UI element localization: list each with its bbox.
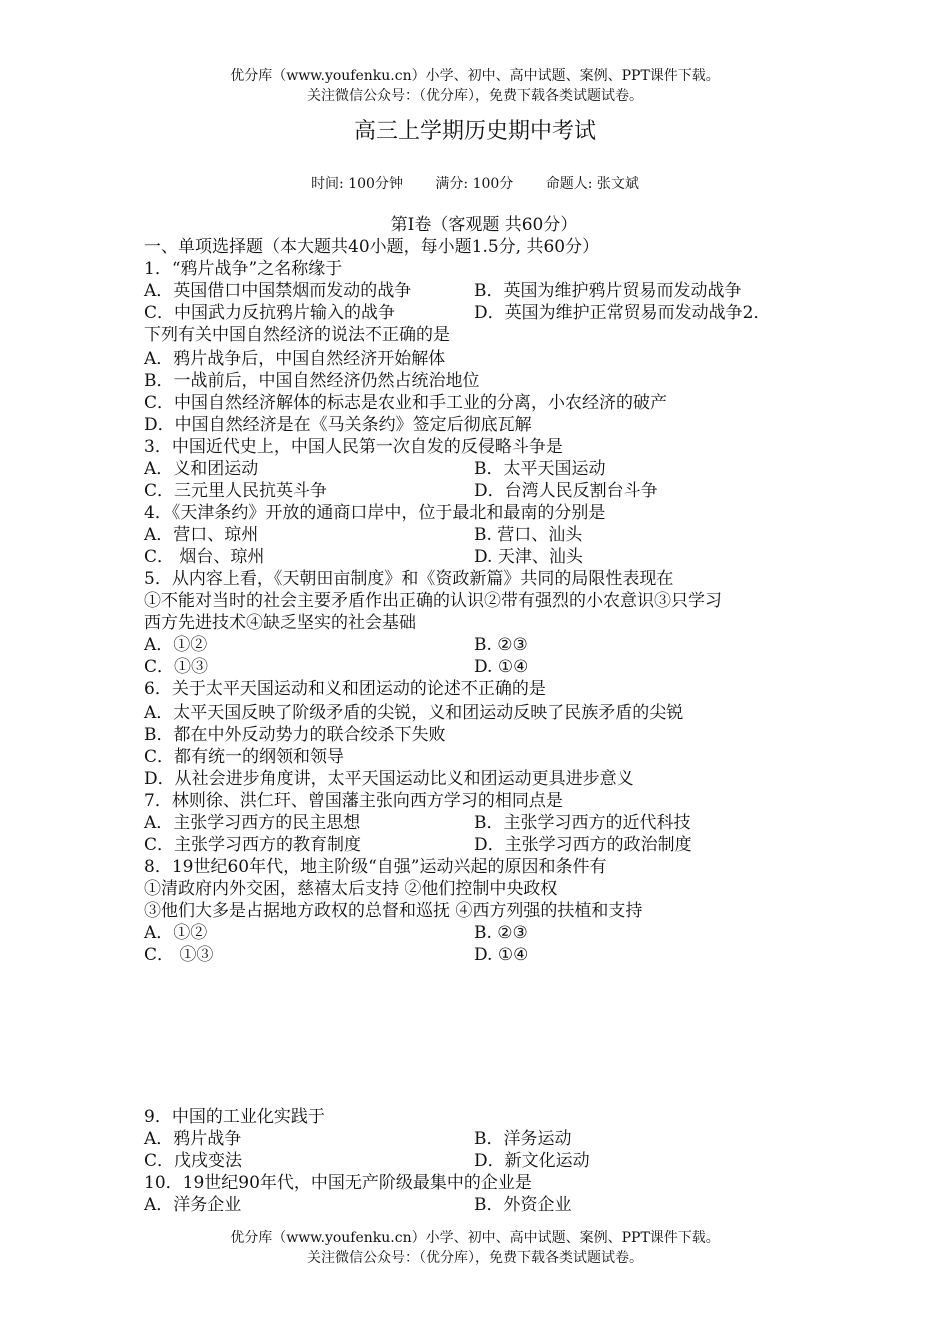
question-2-stem: 下列有关中国自然经济的说法不正确的是	[144, 325, 450, 345]
question-8-items-line-1: ①清政府内外交困，慈禧太后支持 ②他们控制中央政权	[144, 879, 558, 899]
question-4-options-cd	[144, 546, 824, 568]
option-a: A．①②	[144, 923, 208, 943]
questions-block-2	[144, 1106, 824, 1216]
exam-info	[0, 173, 950, 193]
footer-banner	[0, 1228, 950, 1268]
option-b: B. ②③	[474, 923, 528, 943]
question-5-stem: 5．从内容上看，《天朝田亩制度》和《资政新篇》共同的局限性表现在	[144, 569, 674, 589]
option-d: D．新文化运动	[474, 1151, 590, 1171]
option-b: B．太平天国运动	[474, 459, 606, 479]
option-a: A．鸦片战争	[144, 1129, 242, 1149]
question-3-options-cd	[144, 480, 824, 502]
option-c: C．主张学习西方的教育制度	[144, 835, 362, 855]
question-3-options-ab	[144, 458, 824, 480]
question-5-items-line-1: ①不能对当时的社会主要矛盾作出正确的认识②带有强烈的小农意识③只学习	[144, 591, 722, 611]
option-c: C．都有统一的纲领和领导	[144, 747, 345, 767]
option-a: A．义和团运动	[144, 459, 259, 479]
option-b: B．主张学习西方的近代科技	[474, 813, 691, 833]
question-5-items-line-2: 西方先进技术④缺乏坚实的社会基础	[144, 613, 416, 633]
option-b: B．外资企业	[474, 1195, 572, 1215]
option-c: C．戊戌变法	[144, 1151, 243, 1171]
option-a: A．鸦片战争后，中国自然经济开始解体	[144, 349, 446, 369]
question-8-options-ab	[144, 922, 824, 944]
option-b: B．一战前后，中国自然经济仍然占统治地位	[144, 371, 480, 391]
footer-line-2: 关注微信公众号：（优分库），免费下载各类试题试卷。	[307, 1250, 643, 1266]
option-a: A．洋务企业	[144, 1195, 242, 1215]
question-1-options-cd	[144, 302, 824, 324]
section-title: 第Ⅰ卷（客观题 共60分）	[390, 215, 578, 235]
header-line-2: 关注微信公众号：（优分库），免费下载各类试题试卷。	[307, 88, 643, 104]
question-9-options-cd	[144, 1150, 824, 1172]
question-8-stem: 8．19世纪60年代，地主阶级“自强”运动兴起的原因和条件有	[144, 857, 607, 877]
question-9-stem: 9．中国的工业化实践于	[144, 1107, 325, 1127]
question-7-stem: 7．林则徐、洪仁玕、曾国藩主张向西方学习的相同点是	[144, 791, 563, 811]
option-d: D．主张学习西方的政治制度	[474, 835, 692, 855]
option-d: D．英国为维护正常贸易而发动战争2．	[474, 303, 771, 323]
section-instruction: 一、单项选择题（本大题共40小题，每小题1.5分, 共60分）	[144, 237, 600, 257]
exam-author: 命题人: 张文斌	[545, 176, 639, 192]
footer-line-1: 优分库（www.youfenku.cn）小学、初中、高中试题、案例、PPT课件下载。	[230, 1230, 720, 1246]
exam-time: 时间: 100分钟	[311, 176, 403, 192]
question-10-stem: 10．19世纪90年代，中国无产阶级最集中的企业是	[144, 1173, 532, 1193]
question-7-options-cd	[144, 834, 824, 856]
question-8-items-line-2: ③他们大多是占据地方政权的总督和巡抚 ④西方列强的扶植和支持	[144, 901, 643, 921]
option-b: B. ②③	[474, 635, 528, 655]
exam-title: 高三上学期历史期中考试	[353, 119, 596, 144]
option-c: C．中国自然经济解体的标志是农业和手工业的分离，小农经济的破产	[144, 393, 668, 413]
option-b: B. 营口、汕头	[474, 525, 583, 545]
option-a: A．①②	[144, 635, 208, 655]
question-7-options-ab	[144, 812, 824, 834]
option-d: D．从社会进步角度讲，太平天国运动比义和团运动更具进步意义	[144, 769, 634, 789]
option-c: C．①③	[144, 657, 209, 677]
exam-full-score: 满分: 100分	[435, 176, 514, 192]
question-10-options-ab	[144, 1194, 824, 1216]
option-d: D. ①④	[474, 945, 529, 965]
question-6-stem: 6．关于太平天国运动和义和团运动的论述不正确的是	[144, 679, 546, 699]
question-8-options-cd	[144, 944, 824, 966]
option-a: A．太平天国反映了阶级矛盾的尖锐，义和团运动反映了民族矛盾的尖锐	[144, 703, 684, 723]
option-b: B．洋务运动	[474, 1129, 572, 1149]
header-line-1: 优分库（www.youfenku.cn）小学、初中、高中试题、案例、PPT课件下载。	[230, 68, 720, 84]
question-1-options-ab	[144, 280, 824, 302]
option-c: C．三元里人民抗英斗争	[144, 481, 328, 501]
option-c: C． ①③	[144, 945, 214, 965]
option-c: C． 烟台、琼州	[144, 547, 265, 567]
question-9-options-ab	[144, 1128, 824, 1150]
question-4-options-ab	[144, 524, 824, 546]
option-b: B．都在中外反动势力的联合绞杀下失败	[144, 725, 446, 745]
question-4-stem: 4．《天津条约》开放的通商口岸中，位于最北和最南的分别是	[144, 503, 606, 523]
option-a: A．主张学习西方的民主思想	[144, 813, 361, 833]
option-a: A．英国借口中国禁烟而发动的战争	[144, 281, 412, 301]
option-d: D. 天津、汕头	[474, 547, 583, 567]
option-c: C．中国武力反抗鸦片输入的战争	[144, 303, 396, 323]
option-d: D. ①④	[474, 657, 529, 677]
question-5-options-cd	[144, 656, 824, 678]
option-d: D．台湾人民反割台斗争	[474, 481, 658, 501]
questions-block-1	[144, 214, 824, 966]
option-b: B．英国为维护鸦片贸易而发动战争	[474, 281, 742, 301]
question-1-stem: 1．“鸦片战争”之名称缘于	[144, 259, 343, 279]
question-5-options-ab	[144, 634, 824, 656]
header-banner	[0, 66, 950, 106]
option-a: A．营口、琼州	[144, 525, 259, 545]
option-d: D．中国自然经济是在《马关条约》签定后彻底瓦解	[144, 415, 532, 435]
question-3-stem: 3．中国近代史上，中国人民第一次自发的反侵略斗争是	[144, 437, 563, 457]
